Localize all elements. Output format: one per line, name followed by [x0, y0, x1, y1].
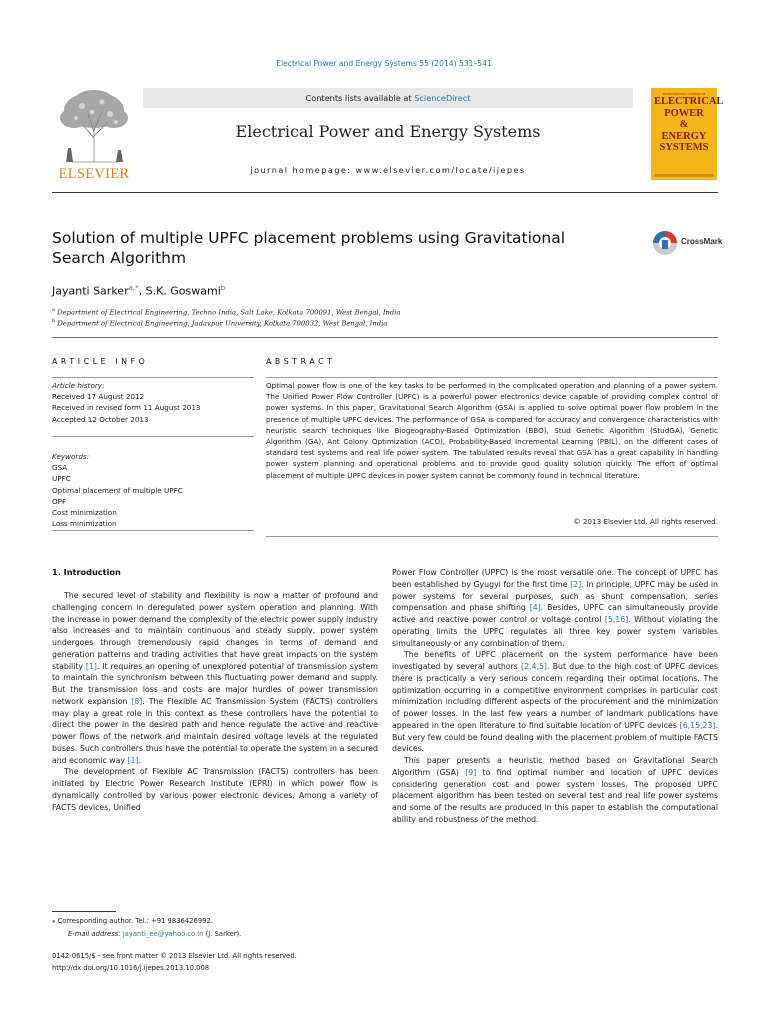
author-list: [52, 284, 225, 298]
paragraph-text: The benefits of UPFC placement on the system performance have been investigated by several authors: [392, 650, 718, 671]
paragraph-text: . But very few could be found dealing with the placement problem of multiple FACTS devices.: [392, 720, 718, 754]
email-footnote: [68, 930, 241, 938]
sciencedirect-link[interactable]: ScienceDirect: [414, 93, 471, 103]
citation-link[interactable]: [4]: [529, 603, 541, 613]
paragraph-text: . The Flexible AC Transmission System (FACTS) controllers may play a great role in this context as these controllers have the potential to direct the power in the desired path and hence regulate the active and reactive power flows of the network and maintain desired voltage levels at the regulated buses. Such controllers thus have the potential to operate the system in a secured and economic way: [52, 696, 378, 765]
abstract-text: Optimal power flow is one of the key tasks to be performed in the complicated operation and planning of a power system. The Unified Power Flow Controller (UPFC) is a powerful power electronics device capable of providing complex control of power systems. In this paper, Gravitational Search Algorithm (GSA) is applied to solve optimal power flow problem in the presence of multiple UPFC devices. The performance of GSA is compared for accuracy and convergence characteristics with heuristic search techniques like Biogeography-Based Optimization (BBO), Stud Genetic Algorithm (StudGA), Genetic Algorithm (GA), Ant Colony Optimization (ACO), Probability-Based Incremental Learning (PBIL), on the different cases of standard test systems and real life power system. The tabulated results reveal that GSA has a great capability in handling power system planning and operational problems and to provide good quality solution quickly. The effort of optimal placement of multiple UPFC devices in power system cannot be commonly found in technical literature.: [266, 381, 718, 480]
cover-line-4: ENERGY: [661, 130, 707, 142]
abstract-bottom-divider: [266, 536, 718, 537]
paper-title: Solution of multiple UPFC placement problems using Gravitational Search Algorithm: [52, 229, 566, 267]
history-label: Article history:: [52, 381, 105, 390]
journal-reference-link[interactable]: Electrical Power and Energy Systems 55 (2014) 531–541: [276, 59, 492, 68]
citation-link[interactable]: [1]: [85, 661, 97, 671]
elsevier-tree-icon: [52, 88, 136, 164]
affiliation-text: Department of Electrical Engineering, Techno India, Salt Lake, Kolkata 700091, West Bengal, India: [57, 308, 401, 317]
paragraph-text: . But due to the high cost of UPFC devices there is practically a very serious concern regarding their optimal locations. The optimization occurring in a competitive environment comprises in particular cost minimization including different aspects of the procurement and the minimization of power losses. In the last few years a number of landmark publications have appeared in the open literature to find suitable location of UPFC devices: [392, 662, 718, 730]
citation-link[interactable]: [1]: [127, 755, 139, 765]
keyword-item: UPFC: [52, 474, 71, 484]
contents-prefix: Contents lists available at: [305, 93, 415, 103]
journal-homepage[interactable]: journal homepage: www.elsevier.com/locate/ijepes: [250, 165, 526, 175]
history-divider: [52, 436, 254, 437]
affiliation-b: [52, 318, 387, 327]
affiliation-text: Department of Electrical Engineering, Jadavpur University, Kolkata 700032, West Bengal, India: [57, 319, 388, 328]
cover-line-5: SYSTEMS: [659, 142, 709, 153]
article-info-divider: [52, 377, 254, 378]
keywords-label: Keywords:: [52, 452, 90, 461]
keywords-list: [52, 451, 252, 529]
email-link[interactable]: jayanti_ee@yahoo.co.in: [122, 930, 204, 938]
citation-link[interactable]: [9]: [465, 767, 477, 777]
paragraph-text: . Without violating the operating limits the UPFC regulates all three key power system variables simultaneously or any combination of them.: [392, 615, 719, 648]
keyword-item: Loss minimization: [52, 519, 117, 529]
keyword-item: Optimal placement of multiple UPFC: [52, 485, 183, 495]
author-name[interactable]: , S.K. Goswami: [138, 284, 221, 298]
citation-link[interactable]: [6,15,23]: [679, 720, 716, 730]
author-name[interactable]: Jayanti Sarker: [52, 284, 129, 298]
citation-link[interactable]: [8]: [131, 696, 143, 706]
body-paragraph: The development of Flexible AC Transmission (FACTS) controllers has been initiated by Electric Power Research Institute (EPRI) in which power flow is dynamically controlled by various power electronic devices. Among a variety of FACTS devices, Unified: [52, 767, 378, 812]
issn-line: 0142-0615/$ - see front matter © 2013 Elsevier Ltd. All rights reserved.: [52, 952, 297, 960]
crossmark-button[interactable]: [652, 230, 732, 256]
affiliation-mark: b: [52, 318, 56, 324]
paragraph-text: Power Flow Controller (UPFC) is the most versatile one. The concept of UPFC has been established by Gyugyi for the first time: [392, 568, 718, 589]
cover-small-title: INTERNATIONAL JOURNAL OF: [662, 92, 706, 96]
author-marks[interactable]: b: [220, 284, 226, 292]
elsevier-logo[interactable]: [52, 88, 136, 184]
body-paragraph: [52, 590, 378, 766]
email-label: E-mail address:: [68, 930, 121, 938]
doi-link[interactable]: http://dx.doi.org/10.1016/j.ijepes.2013.10.008: [52, 964, 210, 972]
paragraph-text: .: [138, 755, 142, 765]
paragraph-text: This paper presents a heuristic method based on Gravitational Search Algorithm (GSA): [392, 756, 718, 777]
citation-link[interactable]: [2,4,5]: [521, 662, 547, 671]
body-paragraph: [392, 567, 718, 649]
paragraph-text: to find optimal number and location of UPFC devices considering generation cost and power system losses. The proposed UPFC placement algorithm has been tested on several test and real life power systems and some of the results are produced in this paper to establish the computational ability and robustness of the method.: [392, 767, 718, 824]
abstract-copyright: © 2013 Elsevier Ltd. All rights reserved.: [573, 517, 718, 526]
elsevier-wordmark: ELSEVIER: [58, 166, 130, 182]
article-history: [52, 380, 252, 425]
journal-header-band: [143, 88, 633, 183]
cover-line-1: ELECTRICAL: [654, 96, 724, 107]
history-item: Accepted 12 October 2013: [52, 414, 149, 424]
history-item: Received in revised form 11 August 2013: [52, 403, 201, 413]
journal-title: Electrical Power and Energy Systems: [235, 122, 541, 141]
cover-line-2: POWER: [664, 107, 704, 119]
paragraph-text: The secured level of stability and flexibility is now a matter of profound and challenging concern in deregulated power system operation and planning. With the increase in power demand the complexity of the electric power supply industry also increases and to maintain continuous and steady supply, power system undergoes through tremendously rapid changes in terms of demand and generation patterns and trading activities that have great impacts on the system stability: [52, 591, 378, 671]
keyword-item: OPF: [52, 496, 67, 506]
body-column-right: [392, 567, 718, 826]
paragraph-text: . It requires an opening of unexplored potential of transmission system to maintain the synchronism between this fluctuating power demand and supply. But the transmission loss and costs are major hurdles of power transmission network expansion: [52, 661, 378, 706]
footnote-divider: [52, 911, 116, 912]
citation-link[interactable]: [2]: [570, 579, 582, 589]
article-info-heading: ARTICLE INFO: [52, 357, 149, 366]
crossmark-label: CrossMark: [681, 237, 723, 246]
title-divider: [52, 337, 718, 338]
section-heading-introduction: 1. Introduction: [52, 567, 121, 577]
citation-link[interactable]: [5,16]: [604, 615, 629, 624]
header-divider: [52, 192, 718, 193]
email-suffix: (J. Sarker).: [203, 930, 242, 938]
keyword-item: GSA: [52, 463, 68, 473]
cover-line-3: &: [679, 119, 689, 130]
body-paragraph: [392, 755, 718, 826]
paragraph-text: . Besides, UPFC can simultaneously provide active and reactive power control or voltage control: [392, 603, 719, 624]
affiliation-a: [52, 307, 401, 316]
cover-footer-bar: [654, 174, 714, 177]
body-paragraph: [392, 649, 718, 755]
keywords-divider: [52, 530, 254, 531]
journal-cover-image[interactable]: [651, 88, 724, 180]
crossmark-icon: [652, 230, 678, 256]
paragraph-text: . In principle, UPFC may be used in power systems for several purposes, such as shunt compensation, series compensation and phase shifting: [392, 579, 718, 613]
contents-bar: [143, 88, 633, 108]
body-column-left: [52, 590, 378, 813]
affiliation-mark: a: [52, 307, 55, 313]
corresponding-author-note: ⁎ Corresponding author. Tel.: +91 9836426992.: [52, 917, 213, 925]
history-item: Received 17 August 2012: [52, 392, 145, 402]
author-marks[interactable]: a,*: [128, 284, 139, 292]
abstract-divider: [266, 377, 718, 378]
keyword-item: Cost minimization: [52, 508, 117, 518]
abstract-heading: ABSTRACT: [266, 357, 336, 366]
